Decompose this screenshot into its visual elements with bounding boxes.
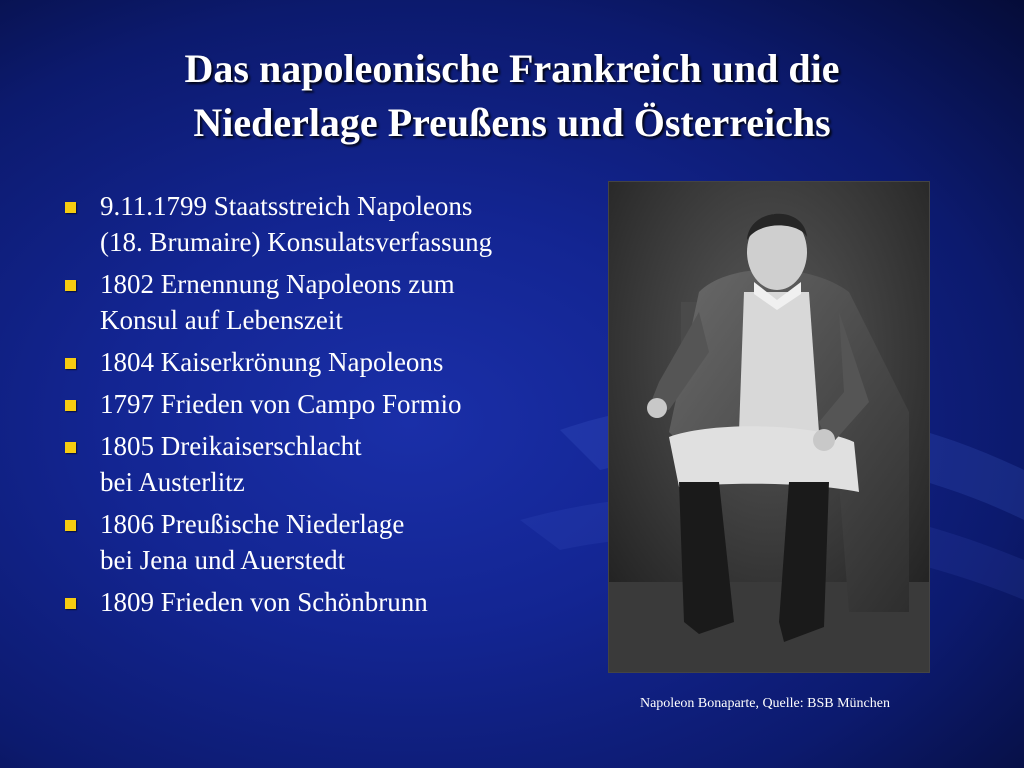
square-bullet-icon [65, 280, 76, 291]
slide-title [40, 42, 984, 150]
bullet-text: 1804 Kaiserkrönung Napoleons [100, 347, 444, 377]
bullet-item [62, 188, 582, 260]
bullet-item [62, 266, 582, 338]
napoleon-portrait-image [609, 182, 929, 672]
bullet-list [62, 188, 582, 626]
slide-title-line-1: Das napoleonische Frankreich und die [184, 46, 840, 91]
square-bullet-icon [65, 202, 76, 213]
bullet-text: 1805 Dreikaiserschlacht [100, 431, 362, 461]
bullet-text: bei Austerlitz [100, 467, 245, 497]
bullet-text: 1797 Frieden von Campo Formio [100, 389, 462, 419]
bullet-item [62, 386, 582, 422]
bullet-text: bei Jena und Auerstedt [100, 545, 346, 575]
bullet-item [62, 584, 582, 620]
bullet-text: 1806 Preußische Niederlage [100, 509, 405, 539]
portrait-illustration [609, 182, 929, 672]
square-bullet-icon [65, 520, 76, 531]
bullet-text: 1802 Ernennung Napoleons zum [100, 269, 455, 299]
bullet-item [62, 344, 582, 380]
square-bullet-icon [65, 442, 76, 453]
bullet-text: Konsul auf Lebenszeit [100, 305, 343, 335]
bullet-item [62, 428, 582, 500]
image-caption: Napoleon Bonaparte, Quelle: BSB München [639, 696, 890, 711]
square-bullet-icon [65, 400, 76, 411]
bullet-item [62, 506, 582, 578]
slide-title-line-2: Niederlage Preußens und Österreichs [193, 100, 831, 145]
bullet-text: (18. Brumaire) Konsulatsverfassung [100, 227, 493, 257]
bullet-text: 9.11.1799 Staatsstreich Napoleons [100, 191, 473, 221]
bullet-text: 1809 Frieden von Schönbrunn [100, 587, 428, 617]
square-bullet-icon [65, 598, 76, 609]
square-bullet-icon [65, 358, 76, 369]
